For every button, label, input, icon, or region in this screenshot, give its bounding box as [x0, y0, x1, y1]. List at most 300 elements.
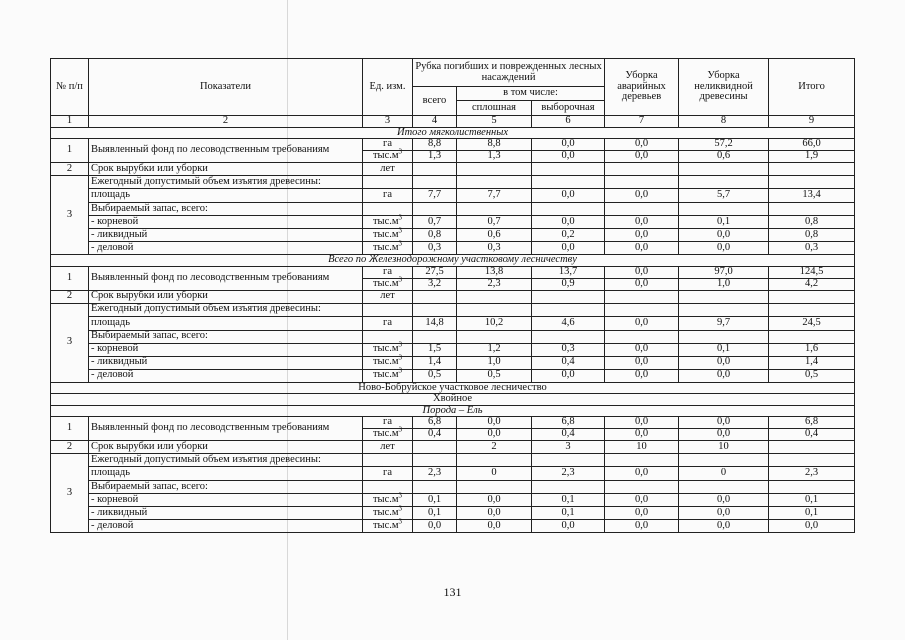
- label-business: - деловой: [89, 242, 363, 255]
- unit-superscript: 3: [398, 213, 403, 222]
- value-cell: 2,3: [457, 278, 532, 290]
- label-business: - деловой: [89, 520, 363, 533]
- unit-base: тыс.м: [372, 343, 399, 355]
- unit-superscript: 3: [398, 275, 403, 284]
- empty-cell: [363, 176, 413, 189]
- value-cell: 0,1: [413, 507, 457, 520]
- value-cell: 124,5: [769, 266, 855, 278]
- header-unit: Ед. изм.: [363, 59, 413, 116]
- value-cell: 0,0: [457, 417, 532, 429]
- colnum-cell: 1: [51, 116, 89, 128]
- unit-cell: лет: [363, 441, 413, 454]
- value-cell: 0,0: [679, 494, 769, 507]
- unit-cell: га: [363, 189, 413, 203]
- label-area: площадь: [89, 316, 363, 330]
- value-cell: [605, 163, 679, 176]
- business-row: [51, 520, 855, 533]
- unit-superscript: 3: [398, 239, 403, 248]
- value-cell: 0,4: [769, 429, 855, 441]
- value-cell: 0,0: [605, 494, 679, 507]
- value-cell: 0,3: [413, 242, 457, 255]
- value-cell: 6,8: [413, 417, 457, 429]
- unit-superscript: 3: [398, 425, 403, 434]
- value-cell: 2,3: [532, 467, 605, 481]
- value-cell: 0,0: [679, 229, 769, 242]
- value-cell: 0,0: [457, 507, 532, 520]
- unit-superscript: 3: [398, 353, 403, 362]
- value-cell: 0,0: [605, 151, 679, 163]
- empty-cell: [413, 454, 457, 467]
- empty-cell: [769, 203, 855, 216]
- fund-ha-row: [51, 266, 855, 278]
- value-cell: 0,7: [413, 216, 457, 229]
- value-cell: 0,0: [532, 520, 605, 533]
- row-number: 2: [51, 441, 89, 454]
- value-cell: 1,3: [413, 151, 457, 163]
- header-num: № п/п: [51, 59, 89, 116]
- unit-cell: [363, 491, 413, 507]
- value-cell: 5,7: [679, 189, 769, 203]
- value-cell: 0,0: [679, 520, 769, 533]
- value-cell: 7,7: [457, 189, 532, 203]
- unit-base: тыс.м: [372, 428, 399, 440]
- value-cell: [413, 163, 457, 176]
- label-liquid: - ликвидный: [89, 507, 363, 520]
- empty-cell: [413, 303, 457, 316]
- unit-cell: [363, 425, 413, 441]
- business-row: [51, 369, 855, 382]
- empty-cell: [532, 303, 605, 316]
- stock-row: [51, 203, 855, 216]
- unit-superscript: 3: [398, 491, 403, 500]
- empty-cell: [413, 330, 457, 343]
- forestry-title-row: [51, 382, 855, 394]
- empty-cell: [679, 176, 769, 189]
- header-emergency: Уборка аварийных деревьев: [605, 59, 679, 116]
- row-number: 2: [51, 290, 89, 303]
- forest-data-table: [50, 58, 855, 533]
- value-cell: 0,0: [605, 417, 679, 429]
- value-cell: 1,6: [769, 343, 855, 356]
- row-number: 1: [51, 266, 89, 290]
- header-including: в том числе:: [457, 87, 605, 101]
- value-cell: 0,1: [532, 507, 605, 520]
- value-cell: 0,0: [605, 189, 679, 203]
- value-cell: 6,8: [532, 417, 605, 429]
- value-cell: 0,7: [457, 216, 532, 229]
- colnum-cell: 3: [363, 116, 413, 128]
- value-cell: 24,5: [769, 316, 855, 330]
- term-row: [51, 163, 855, 176]
- unit-cell: [363, 226, 413, 242]
- value-cell: 0,0: [679, 429, 769, 441]
- header-total: всего: [413, 87, 457, 116]
- empty-cell: [363, 330, 413, 343]
- value-cell: 0,0: [605, 356, 679, 369]
- value-cell: [769, 163, 855, 176]
- section-title-row: [51, 127, 855, 139]
- empty-cell: [769, 330, 855, 343]
- colnum-cell: 2: [89, 116, 363, 128]
- value-cell: 0,0: [605, 343, 679, 356]
- unit-base: тыс.м: [372, 369, 399, 381]
- value-cell: 1,0: [457, 356, 532, 369]
- value-cell: 0,2: [532, 229, 605, 242]
- value-cell: 0,0: [457, 429, 532, 441]
- label-stock: Выбираемый запас, всего:: [89, 203, 363, 216]
- value-cell: 0,0: [679, 417, 769, 429]
- value-cell: 10: [605, 441, 679, 454]
- empty-cell: [457, 203, 532, 216]
- empty-cell: [457, 330, 532, 343]
- section-title-row: [51, 255, 855, 267]
- value-cell: 6,8: [769, 417, 855, 429]
- empty-cell: [605, 454, 679, 467]
- empty-cell: [605, 203, 679, 216]
- unit-cell: [363, 147, 413, 163]
- value-cell: 0,1: [532, 494, 605, 507]
- label-term: Срок вырубки или уборки: [89, 441, 363, 454]
- value-cell: 0,1: [413, 494, 457, 507]
- value-cell: 0,0: [457, 494, 532, 507]
- value-cell: 0,0: [605, 507, 679, 520]
- conifer-row-cell: Хвойное: [51, 394, 855, 406]
- colnum-cell: 6: [532, 116, 605, 128]
- label-liquid: - ликвидный: [89, 356, 363, 369]
- unit-base: тыс.м: [372, 277, 399, 289]
- value-cell: 10,2: [457, 316, 532, 330]
- value-cell: [679, 163, 769, 176]
- empty-cell: [532, 481, 605, 494]
- empty-cell: [413, 203, 457, 216]
- value-cell: 10: [679, 441, 769, 454]
- label-fund: Выявленный фонд по лесоводственным требованиям: [89, 417, 363, 441]
- unit-cell: га: [363, 467, 413, 481]
- label-root: - корневой: [89, 216, 363, 229]
- root-row: [51, 343, 855, 356]
- value-cell: 1,5: [413, 343, 457, 356]
- value-cell: 0,5: [457, 369, 532, 382]
- value-cell: 27,5: [413, 266, 457, 278]
- stock-row: [51, 330, 855, 343]
- value-cell: 0,0: [605, 467, 679, 481]
- unit-base: тыс.м: [372, 506, 399, 518]
- value-cell: 0,0: [532, 189, 605, 203]
- empty-cell: [679, 303, 769, 316]
- conifer-row: [51, 394, 855, 406]
- area-row: [51, 467, 855, 481]
- value-cell: 0,4: [532, 429, 605, 441]
- unit-cell: лет: [363, 290, 413, 303]
- value-cell: 0: [679, 467, 769, 481]
- value-cell: 0,6: [457, 229, 532, 242]
- unit-superscript: 3: [398, 226, 403, 235]
- label-fund: Выявленный фонд по лесоводственным требованиям: [89, 266, 363, 290]
- label-allowable: Ежегодный допустимый объем изъятия древесины:: [89, 176, 363, 189]
- row-number: 3: [51, 303, 89, 382]
- page-number: 131: [443, 585, 462, 599]
- unit-cell: [363, 275, 413, 290]
- row-number: 3: [51, 454, 89, 533]
- unit-cell: [363, 213, 413, 229]
- value-cell: 0,1: [769, 494, 855, 507]
- label-root: - корневой: [89, 343, 363, 356]
- empty-cell: [679, 481, 769, 494]
- empty-cell: [457, 303, 532, 316]
- empty-cell: [769, 303, 855, 316]
- empty-cell: [363, 203, 413, 216]
- allowable-row: [51, 303, 855, 316]
- value-cell: 0,4: [532, 356, 605, 369]
- value-cell: 0,1: [679, 216, 769, 229]
- unit-cell: лет: [363, 163, 413, 176]
- empty-cell: [532, 330, 605, 343]
- value-cell: 97,0: [679, 266, 769, 278]
- value-cell: 3,2: [413, 278, 457, 290]
- unit-base: тыс.м: [372, 150, 399, 162]
- value-cell: 0,0: [532, 151, 605, 163]
- value-cell: 0,1: [769, 507, 855, 520]
- header-illiquid: Уборка неликвидной древесины: [679, 59, 769, 116]
- empty-cell: [363, 303, 413, 316]
- empty-cell: [532, 176, 605, 189]
- colnum-cell: 9: [769, 116, 855, 128]
- empty-cell: [532, 203, 605, 216]
- unit-cell: [363, 366, 413, 382]
- value-cell: 0,0: [605, 229, 679, 242]
- value-cell: 0,0: [605, 429, 679, 441]
- value-cell: [457, 163, 532, 176]
- value-cell: 1,9: [769, 151, 855, 163]
- empty-cell: [457, 454, 532, 467]
- business-row: [51, 242, 855, 255]
- fund-ha-row: [51, 417, 855, 429]
- value-cell: 13,8: [457, 266, 532, 278]
- value-cell: 7,7: [413, 189, 457, 203]
- value-cell: 2,3: [413, 467, 457, 481]
- unit-base: тыс.м: [372, 215, 399, 227]
- row-number: 3: [51, 176, 89, 255]
- label-term: Срок вырубки или уборки: [89, 163, 363, 176]
- section-title-row-cell: Итого мягколиственных: [51, 127, 855, 139]
- colnum-cell: 5: [457, 116, 532, 128]
- value-cell: [532, 163, 605, 176]
- empty-cell: [605, 481, 679, 494]
- value-cell: 0,8: [769, 216, 855, 229]
- allowable-row: [51, 176, 855, 189]
- root-row: [51, 494, 855, 507]
- empty-cell: [769, 454, 855, 467]
- label-stock: Выбираемый запас, всего:: [89, 481, 363, 494]
- unit-superscript: 3: [398, 366, 403, 375]
- unit-base: тыс.м: [372, 241, 399, 253]
- value-cell: 1,0: [679, 278, 769, 290]
- unit-superscript: 3: [398, 340, 403, 349]
- value-cell: 1,4: [413, 356, 457, 369]
- header-indicator: Показатели: [89, 59, 363, 116]
- label-term: Срок вырубки или уборки: [89, 290, 363, 303]
- value-cell: 0,0: [532, 369, 605, 382]
- value-cell: 8,8: [413, 139, 457, 151]
- value-cell: [605, 290, 679, 303]
- value-cell: 66,0: [769, 139, 855, 151]
- term-row: [51, 290, 855, 303]
- unit-cell: [363, 353, 413, 369]
- unit-cell: [363, 239, 413, 255]
- value-cell: 0,0: [605, 278, 679, 290]
- value-cell: 0,6: [679, 151, 769, 163]
- value-cell: 0,0: [605, 216, 679, 229]
- value-cell: 2: [457, 441, 532, 454]
- value-cell: 0,0: [605, 520, 679, 533]
- value-cell: 2,3: [769, 467, 855, 481]
- value-cell: [769, 441, 855, 454]
- term-row: [51, 441, 855, 454]
- root-row: [51, 216, 855, 229]
- label-allowable: Ежегодный допустимый объем изъятия древесины:: [89, 454, 363, 467]
- value-cell: 0,0: [532, 139, 605, 151]
- header-sum: Итого: [769, 59, 855, 116]
- value-cell: 4,2: [769, 278, 855, 290]
- area-row: [51, 189, 855, 203]
- unit-base: тыс.м: [372, 519, 399, 531]
- value-cell: [457, 290, 532, 303]
- row-number: 1: [51, 417, 89, 441]
- value-cell: 0,0: [413, 520, 457, 533]
- unit-base: тыс.м: [372, 493, 399, 505]
- unit-superscript: 3: [398, 147, 403, 156]
- label-liquid: - ликвидный: [89, 229, 363, 242]
- label-fund: Выявленный фонд по лесоводственным требованиям: [89, 139, 363, 163]
- header-selective: выборочная: [532, 101, 605, 116]
- value-cell: 0,8: [413, 229, 457, 242]
- value-cell: 0,3: [457, 242, 532, 255]
- empty-cell: [605, 303, 679, 316]
- value-cell: [413, 441, 457, 454]
- value-cell: [413, 290, 457, 303]
- unit-cell: га: [363, 316, 413, 330]
- unit-cell: [363, 504, 413, 520]
- value-cell: 3: [532, 441, 605, 454]
- value-cell: 0: [457, 467, 532, 481]
- value-cell: 0,0: [457, 520, 532, 533]
- empty-cell: [605, 176, 679, 189]
- empty-cell: [457, 176, 532, 189]
- header-cutting: Рубка погибших и поврежденных лесных насаждений: [413, 59, 605, 87]
- value-cell: 0,3: [769, 242, 855, 255]
- header-solid: сплошная: [457, 101, 532, 116]
- value-cell: 0,0: [679, 369, 769, 382]
- value-cell: 0,0: [532, 216, 605, 229]
- area-row: [51, 316, 855, 330]
- value-cell: 8,8: [457, 139, 532, 151]
- empty-cell: [769, 481, 855, 494]
- fund-ha-row: [51, 139, 855, 151]
- value-cell: 0,9: [532, 278, 605, 290]
- liquid-row: [51, 356, 855, 369]
- value-cell: 0,0: [532, 242, 605, 255]
- label-stock: Выбираемый запас, всего:: [89, 330, 363, 343]
- value-cell: 14,8: [413, 316, 457, 330]
- section-title-row-cell: Всего по Железнодорожному участковому лесничеству: [51, 255, 855, 267]
- unit-cell: га: [363, 417, 413, 429]
- empty-cell: [679, 203, 769, 216]
- empty-cell: [363, 481, 413, 494]
- empty-cell: [532, 454, 605, 467]
- value-cell: [769, 290, 855, 303]
- value-cell: 0,0: [679, 507, 769, 520]
- empty-cell: [413, 481, 457, 494]
- label-root: - корневой: [89, 494, 363, 507]
- colnum-cell: 8: [679, 116, 769, 128]
- label-allowable: Ежегодный допустимый объем изъятия древесины:: [89, 303, 363, 316]
- label-business: - деловой: [89, 369, 363, 382]
- value-cell: 0,3: [532, 343, 605, 356]
- value-cell: [679, 290, 769, 303]
- row-number: 1: [51, 139, 89, 163]
- value-cell: 0,5: [769, 369, 855, 382]
- value-cell: 0,1: [679, 343, 769, 356]
- value-cell: 13,7: [532, 266, 605, 278]
- colnum-cell: 4: [413, 116, 457, 128]
- value-cell: 1,3: [457, 151, 532, 163]
- unit-superscript: 3: [398, 504, 403, 513]
- unit-base: тыс.м: [372, 356, 399, 368]
- empty-cell: [457, 481, 532, 494]
- label-area: площадь: [89, 467, 363, 481]
- empty-cell: [363, 454, 413, 467]
- unit-cell: га: [363, 139, 413, 151]
- value-cell: 0,0: [605, 369, 679, 382]
- label-area: площадь: [89, 189, 363, 203]
- value-cell: 1,4: [769, 356, 855, 369]
- unit-superscript: 3: [398, 517, 403, 526]
- unit-base: тыс.м: [372, 228, 399, 240]
- colnum-cell: 7: [605, 116, 679, 128]
- value-cell: 4,6: [532, 316, 605, 330]
- section-title-row: [51, 405, 855, 417]
- empty-cell: [413, 176, 457, 189]
- value-cell: 57,2: [679, 139, 769, 151]
- empty-cell: [769, 176, 855, 189]
- section-title-row-cell: Порода – Ель: [51, 405, 855, 417]
- row-number: 2: [51, 163, 89, 176]
- value-cell: 0,0: [605, 266, 679, 278]
- value-cell: 13,4: [769, 189, 855, 203]
- value-cell: 0,0: [769, 520, 855, 533]
- value-cell: 9,7: [679, 316, 769, 330]
- value-cell: [532, 290, 605, 303]
- value-cell: 0,4: [413, 429, 457, 441]
- unit-cell: [363, 340, 413, 356]
- value-cell: 0,0: [605, 139, 679, 151]
- liquid-row: [51, 229, 855, 242]
- column-number-row: [51, 116, 855, 128]
- forestry-title-row-cell: Ново-Бобруйское участковое лесничество: [51, 382, 855, 394]
- empty-cell: [679, 330, 769, 343]
- value-cell: 0,8: [769, 229, 855, 242]
- value-cell: 0,0: [679, 242, 769, 255]
- allowable-row: [51, 454, 855, 467]
- empty-cell: [679, 454, 769, 467]
- liquid-row: [51, 507, 855, 520]
- value-cell: 0,0: [605, 316, 679, 330]
- empty-cell: [605, 330, 679, 343]
- value-cell: 0,5: [413, 369, 457, 382]
- value-cell: 0,0: [605, 242, 679, 255]
- value-cell: 1,2: [457, 343, 532, 356]
- value-cell: 0,0: [679, 356, 769, 369]
